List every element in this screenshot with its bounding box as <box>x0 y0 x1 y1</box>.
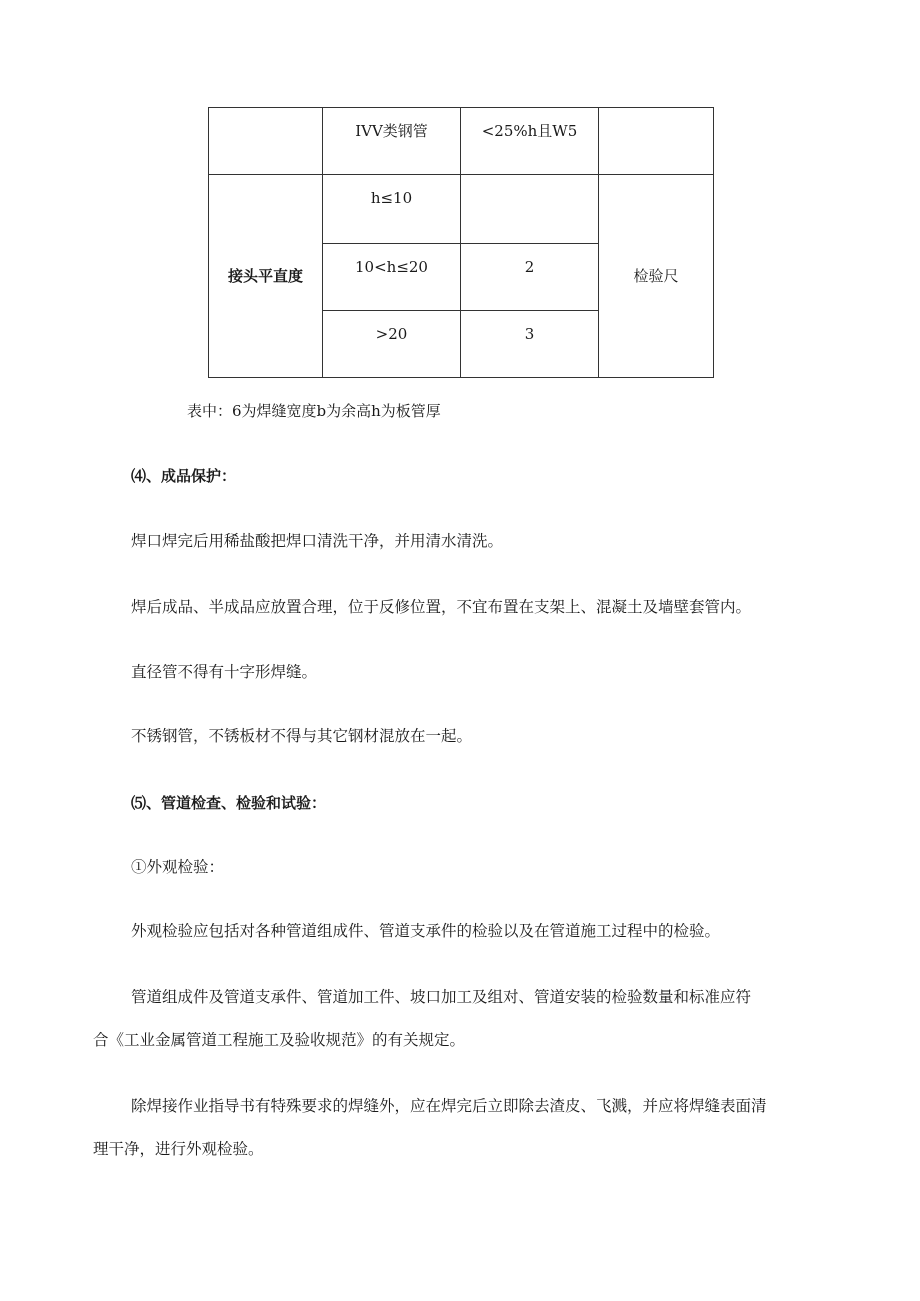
table-row <box>209 108 714 175</box>
table-cell: 3 <box>461 311 599 378</box>
paragraph: 焊后成品、半成品应放置合理，位于反修位置，不宜布置在支架上、混凝土及墙壁套管内。 <box>131 598 752 616</box>
paragraph: 外观检验应包括对各种管道组成件、管道支承件的检验以及在管道施工过程中的检验。 <box>131 922 721 940</box>
paragraph: 焊口焊完后用稀盐酸把焊口清洗干净，并用清水清洗。 <box>131 532 504 550</box>
table-row <box>209 175 714 244</box>
table-cell <box>461 175 599 244</box>
table-cell <box>599 108 714 175</box>
table-cell: IVV类钢管 <box>323 108 461 175</box>
section-heading: ⑸、管道检查、检验和试验： <box>131 794 327 812</box>
paragraph: 不锈钢管，不锈板材不得与其它钢材混放在一起。 <box>131 727 473 745</box>
inspection-tool-cell: 检验尺 <box>599 175 714 378</box>
paragraph-line: 理干净，进行外观检验。 <box>93 1140 264 1158</box>
table-note: 表中：6为焊缝宽度b为余高h为板管厚 <box>187 402 441 420</box>
table-cell <box>209 108 323 175</box>
table-cell: 10<h≤20 <box>323 244 461 311</box>
table-cell: >20 <box>323 311 461 378</box>
table-cell: 2 <box>461 244 599 311</box>
table-cell: h≤10 <box>323 175 461 244</box>
table-cell: <25%h且W5 <box>461 108 599 175</box>
joint-straightness-label: 接头平直度 <box>209 175 323 378</box>
inspection-table <box>208 107 714 378</box>
paragraph: 直径管不得有十字形焊缝。 <box>131 663 318 681</box>
subsection-heading: ①外观检验： <box>131 858 225 876</box>
paragraph-line: 合《工业金属管道工程施工及验收规范》的有关规定。 <box>93 1031 466 1049</box>
section-heading: ⑷、成品保护： <box>131 467 237 485</box>
paragraph-line: 管道组成件及管道支承件、管道加工件、坡口加工及组对、管道安装的检验数量和标准应符 <box>131 988 752 1006</box>
paragraph-line: 除焊接作业指导书有特殊要求的焊缝外，应在焊完后立即除去渣皮、飞溅，并应将焊缝表面清 <box>131 1097 767 1115</box>
